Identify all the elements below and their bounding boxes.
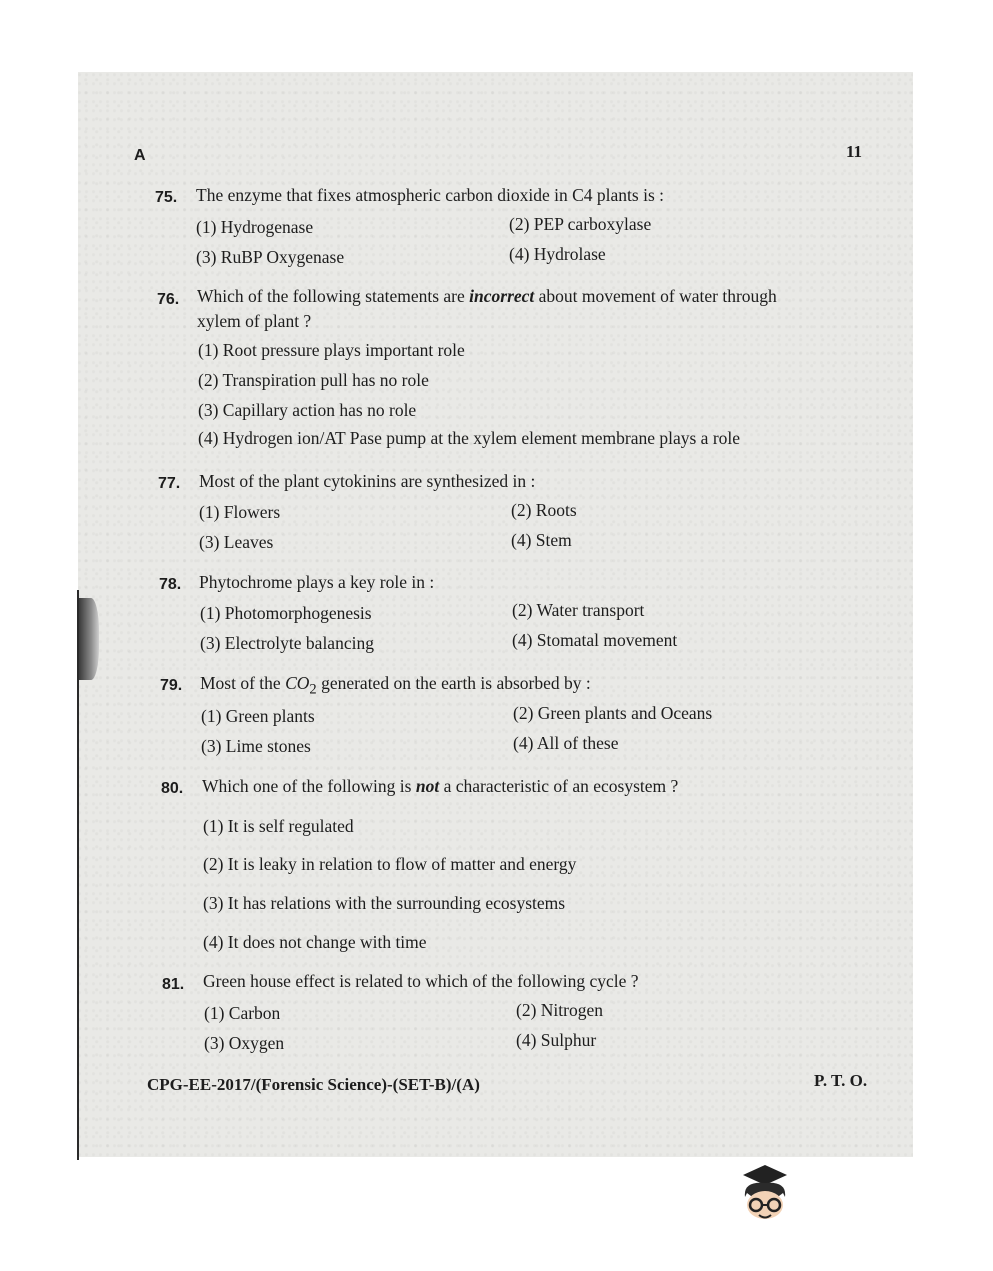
question-text: Most of the plant cytokinins are synthesized in : (199, 471, 536, 491)
question-text: Which one of the following is not a characteristic of an ecosystem ? (202, 776, 679, 796)
option-2: (2) Green plants and Oceans (513, 703, 713, 723)
option-3: (3) It has relations with the surrounding ecosystems (203, 893, 566, 913)
option-1: (1) Flowers (199, 502, 281, 522)
question-text: Green house effect is related to which of the following cycle ? (203, 971, 639, 991)
option-3: (3) RuBP Oxygenase (196, 247, 345, 267)
emphasis-incorrect: incorrect (469, 286, 535, 306)
question-text: Which of the following statements are incorrect about movement of water through (197, 286, 777, 306)
option-2: (2) Roots (511, 500, 577, 520)
option-2: (2) PEP carboxylase (509, 214, 652, 234)
option-1: (1) Photomorphogenesis (200, 603, 372, 623)
paper-code: CPG-EE-2017/(Forensic Science)-(SET-B)/(A) (147, 1075, 480, 1094)
option-2: (2) It is leaky in relation to flow of matter and energy (203, 854, 577, 874)
set-letter: A (134, 147, 146, 164)
option-1: (1) Hydrogenase (196, 217, 314, 237)
option-1: (1) Carbon (204, 1003, 281, 1023)
formula-subscript: 2 (309, 681, 317, 698)
question-number: 81. (162, 976, 185, 993)
question-number: 76. (157, 291, 180, 308)
question-text: Most of the $CO_2$ generated on the earth is absorbed by : (200, 673, 591, 698)
formula-co2: CO (285, 673, 310, 693)
option-1: (1) Green plants (201, 706, 315, 726)
collegedunia-logo (735, 1163, 965, 1233)
option-4: (4) Hydrogen ion/AT Pase pump at the xylem element membrane plays a role (198, 428, 741, 448)
option-3: (3) Electrolyte balancing (200, 633, 374, 653)
option-2: (2) Transpiration pull has no role (198, 370, 429, 390)
option-4: (4) Hydrolase (509, 244, 606, 264)
question-number: 78. (159, 576, 182, 593)
option-4: (4) All of these (513, 733, 619, 753)
question-text: Phytochrome plays a key role in : (199, 572, 435, 592)
option-1: (1) Root pressure plays important role (198, 340, 465, 360)
option-1: (1) It is self regulated (203, 816, 354, 836)
question-number: 79. (160, 677, 183, 694)
option-3: (3) Lime stones (201, 736, 311, 756)
question-number: 75. (155, 189, 178, 206)
option-3: (3) Oxygen (204, 1033, 285, 1053)
mascot-icon (735, 1163, 793, 1225)
emphasis-not: not (415, 776, 440, 796)
binder-clip (79, 598, 99, 680)
question-text: The enzyme that fixes atmospheric carbon dioxide in C4 plants is : (196, 185, 665, 205)
option-2: (2) Nitrogen (516, 1000, 603, 1020)
question-text-line2: xylem of plant ? (197, 311, 312, 331)
question-number: 80. (161, 780, 184, 797)
pto-label: P. T. O. (814, 1071, 868, 1090)
page-number: 11 (846, 142, 863, 161)
option-3: (3) Leaves (199, 532, 274, 552)
option-4: (4) It does not change with time (203, 932, 427, 952)
option-4: (4) Sulphur (516, 1030, 597, 1050)
question-number: 77. (158, 475, 181, 492)
option-2: (2) Water transport (512, 600, 645, 620)
option-4: (4) Stomatal movement (512, 630, 678, 650)
option-4: (4) Stem (511, 530, 572, 550)
option-3: (3) Capillary action has no role (198, 400, 417, 420)
